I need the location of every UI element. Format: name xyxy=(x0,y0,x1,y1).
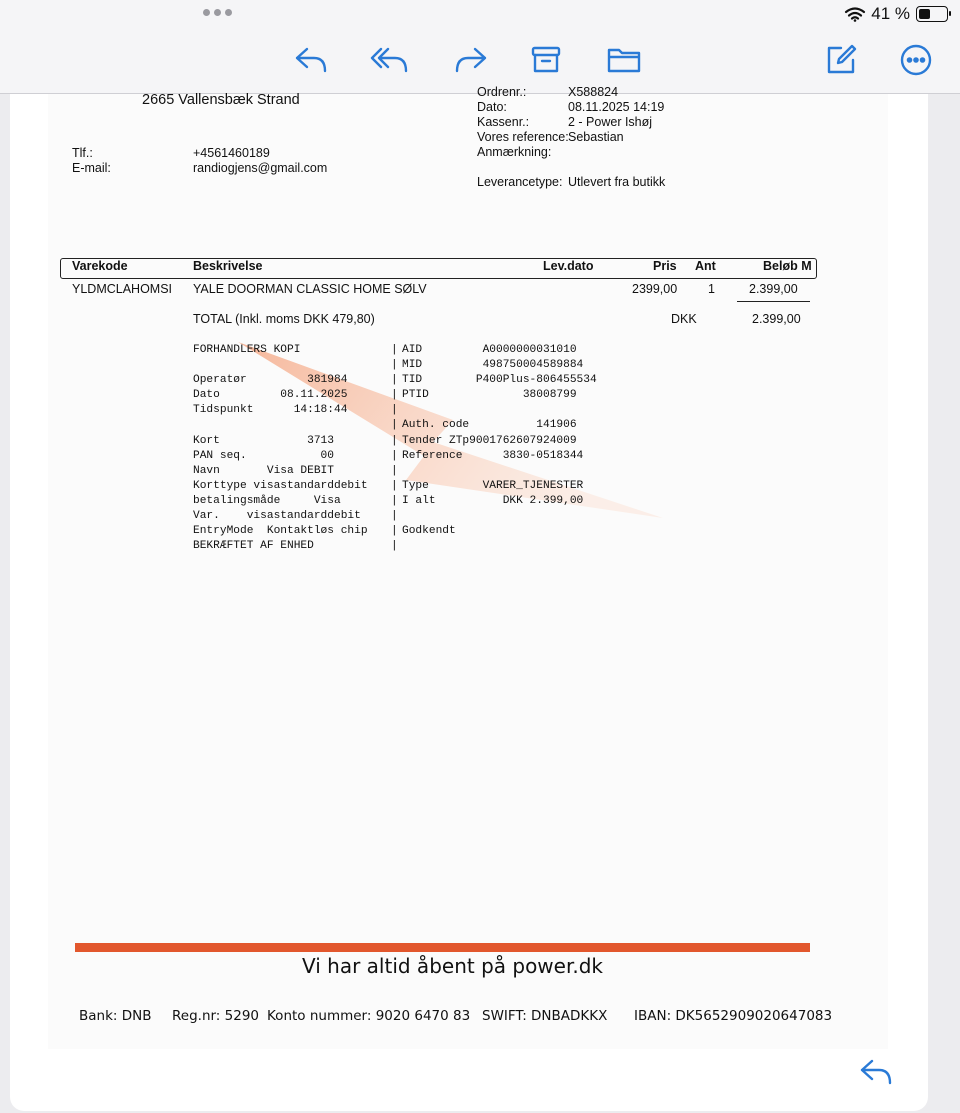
row-varekode: YLDMCLAHOMSI xyxy=(72,282,173,296)
tlf-value: +4561460189 xyxy=(193,146,270,160)
amount-underline xyxy=(737,301,810,302)
forward-icon[interactable] xyxy=(453,42,489,78)
brand-bar xyxy=(75,943,810,952)
multitasking-dots[interactable] xyxy=(203,9,232,16)
footer-konto: Konto nummer: 9020 6470 83 xyxy=(267,1008,471,1024)
status-bar xyxy=(0,0,960,28)
total-amount: 2.399,00 xyxy=(752,312,801,326)
dato-label: Dato: xyxy=(477,100,507,114)
invoice-document xyxy=(48,85,888,1049)
col-varekode: Varekode xyxy=(72,259,128,273)
kasse-label: Kassenr.: xyxy=(477,115,530,129)
message-page xyxy=(10,85,928,1111)
col-pris: Pris xyxy=(653,259,677,273)
compose-icon[interactable] xyxy=(823,42,859,78)
row-belob: 2.399,00 xyxy=(749,282,798,296)
battery-icon xyxy=(916,6,948,22)
folder-icon[interactable] xyxy=(606,42,642,78)
more-icon[interactable] xyxy=(898,42,934,78)
dato-value: 08.11.2025 14:19 xyxy=(568,100,665,114)
ref-label: Vores reference: xyxy=(477,130,569,144)
reply-icon[interactable] xyxy=(859,1057,899,1091)
reply-icon[interactable] xyxy=(293,42,329,78)
ordre-value: X588824 xyxy=(568,85,619,99)
row-pris: 2399,00 xyxy=(632,282,678,296)
col-ant: Ant xyxy=(695,259,716,273)
battery-percent: 41 % xyxy=(871,4,910,23)
lev-value: Utlevert fra butikk xyxy=(568,175,666,189)
archive-icon[interactable] xyxy=(528,42,564,78)
footer-bank: Bank: DNB xyxy=(79,1008,152,1024)
address-postal: 2665 Vallensbæk Strand xyxy=(142,92,300,108)
tlf-label: Tlf.: xyxy=(72,146,93,160)
status-right xyxy=(845,4,948,24)
kasse-value: 2 - Power Ishøj xyxy=(568,115,653,129)
reply-all-icon[interactable] xyxy=(371,42,407,78)
anm-label: Anmærkning: xyxy=(477,145,552,159)
col-belob: Beløb M xyxy=(763,259,812,273)
receipt-right-column: AID A0000000031010 MID 498750004589884 TID P400Plus-806455534 PTID 38008799 Auth. code 141906 Tender ZTp9001762607924009 Reference 3830-0518344 Type VARER_TJENESTER I alt DKK 2.399,00 Godkendt xyxy=(402,344,597,538)
tagline: Vi har altid åbent på power.dk xyxy=(302,954,603,978)
ordre-label: Ordrenr.: xyxy=(477,85,527,99)
col-levdato: Lev.dato xyxy=(543,259,594,273)
wifi-icon xyxy=(845,7,865,22)
receipt-separator: | | | | | | | | | | | | | | xyxy=(391,344,398,553)
total-currency: DKK xyxy=(671,312,697,326)
receipt-left-column: FORHANDLERS KOPI Operatør 381984 Dato 08.11.2025 Tidspunkt 14:18:44 Kort 3713 PAN seq. 00 Navn Visa DEBIT Korttype visastandarddebit betalingsmåde Visa Var. visastandarddebit EntryMode Kontaktløs chip BEKRÆFTET AF ENHED xyxy=(193,344,368,553)
row-ant: 1 xyxy=(708,282,715,296)
lev-label: Leverancetype: xyxy=(477,175,563,189)
row-beskrivelse: YALE DOORMAN CLASSIC HOME SØLV xyxy=(193,282,427,296)
email-label: E-mail: xyxy=(72,161,111,175)
ref-value: Sebastian xyxy=(568,130,624,144)
footer-iban: IBAN: DK5652909020647083 xyxy=(634,1008,833,1024)
footer-reg: Reg.nr: 5290 xyxy=(172,1008,260,1024)
footer-swift: SWIFT: DNBADKKX xyxy=(482,1008,608,1024)
email-value: randiogjens@gmail.com xyxy=(193,161,328,175)
col-beskrivelse: Beskrivelse xyxy=(193,259,263,273)
total-label: TOTAL (Inkl. moms DKK 479,80) xyxy=(193,312,375,326)
